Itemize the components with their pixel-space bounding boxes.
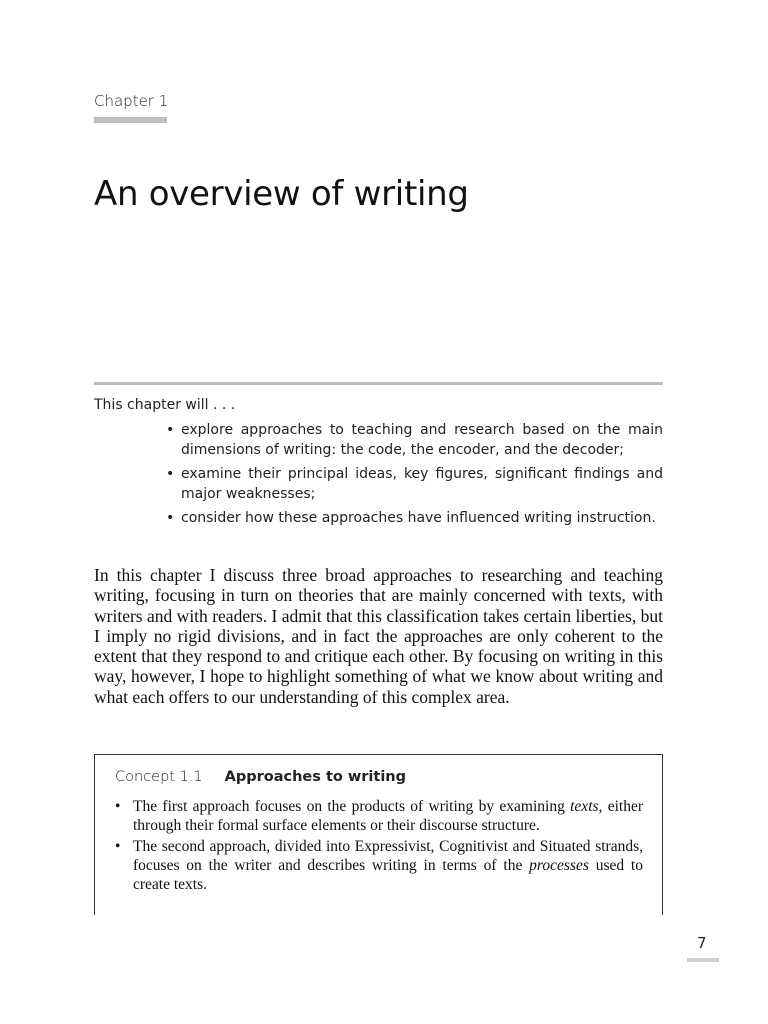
concept-item-text-before: The second approach, divided into Expressivist, Cognitivist and Situated strands, focuses on the writer and describes writing in terms of the (133, 838, 643, 874)
concept-number: Concept 1.1 (115, 769, 203, 785)
concept-item (115, 797, 643, 835)
concept-list (115, 797, 643, 896)
objective-text: consider how these approaches have influenced writing instruction. (181, 510, 656, 526)
chapter-label: Chapter 1 (94, 92, 169, 110)
concept-title: Approaches to writing (224, 769, 407, 785)
objectives-intro: This chapter will . . . (94, 397, 236, 413)
bullet-icon: • (166, 466, 175, 482)
concept-box (94, 754, 663, 915)
objectives-list (162, 420, 663, 532)
concept-item-emphasis: texts (570, 798, 599, 815)
page-number-rule (687, 958, 719, 962)
bullet-icon: • (166, 510, 175, 526)
concept-item-text-before: The first approach focuses on the products of writing by examining (133, 798, 571, 815)
concept-item-emphasis: processes (529, 857, 589, 874)
body-paragraph: In this chapter I discuss three broad approaches to researching and teaching writing, focusing in turn on theories that are mainly concerned with texts, with writers and with readers. I admit that this classification takes certain liberties, but I imply no rigid divisions, and in fact the approaches are only coherent to the extent that they respond to and critique each other. By focusing on writing in this way, however, I hope to highlight something of what we know about writing and what each offers to our understanding of this complex area. (94, 565, 663, 707)
objective-text: examine their principal ideas, key figures, significant findings and major weaknesses; (181, 466, 663, 502)
bullet-icon: • (166, 422, 175, 438)
page-number: 7 (697, 934, 707, 952)
objective-item (162, 420, 663, 460)
objective-item (162, 464, 663, 504)
objectives-divider (94, 382, 663, 385)
objective-text: explore approaches to teaching and research based on the main dimensions of writing: the code, the encoder, and the decoder; (181, 422, 663, 458)
objective-item (162, 508, 663, 528)
concept-header (115, 769, 406, 785)
bullet-icon: • (115, 838, 121, 855)
concept-item-text-after: , either through their formal surface elements or their discourse structure. (133, 798, 643, 834)
chapter-rule (94, 117, 167, 123)
concept-item-text-after: used to create texts. (133, 857, 643, 893)
bullet-icon: • (115, 798, 121, 815)
chapter-title: An overview of writing (94, 174, 469, 214)
concept-item (115, 837, 643, 894)
